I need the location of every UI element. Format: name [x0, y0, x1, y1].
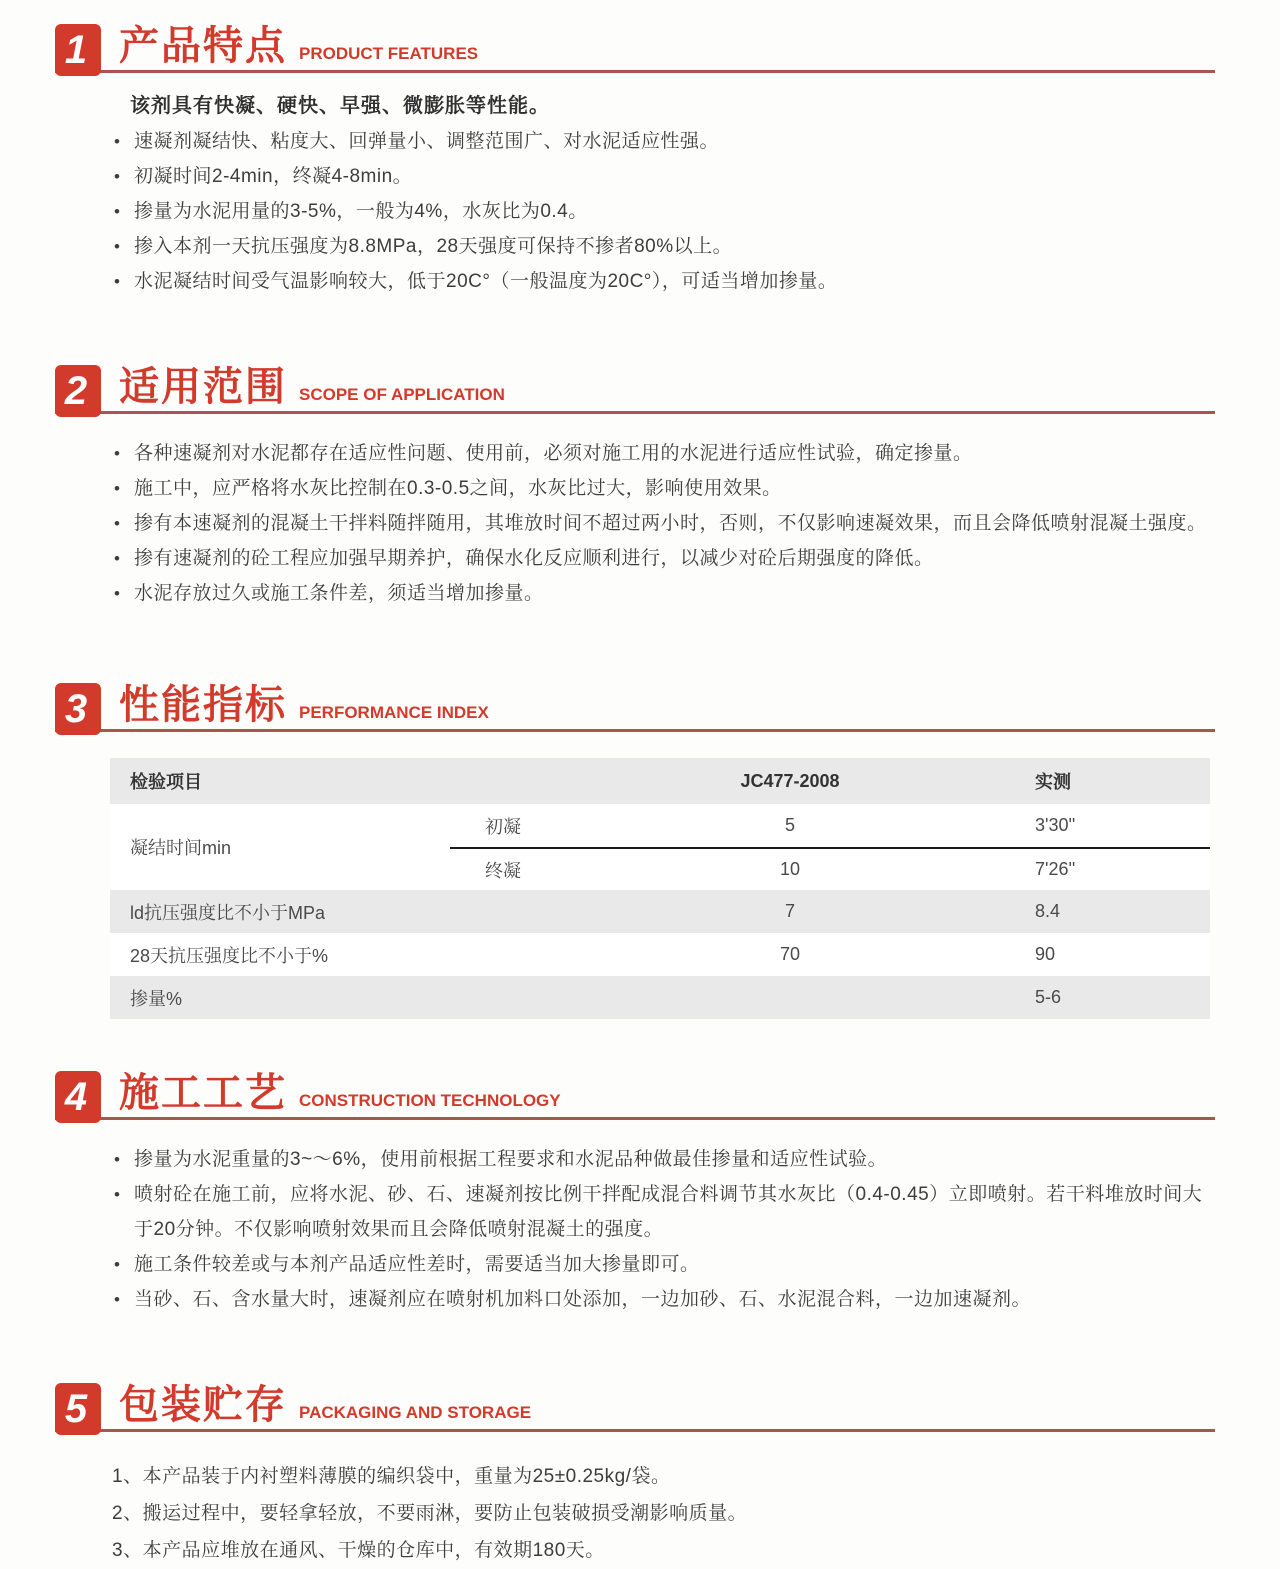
bullet-list: [112, 436, 1220, 611]
standard-value: 5: [784, 815, 795, 835]
intro-line: 该剂具有快凝、硬快、早强、微膨胀等性能。: [130, 95, 550, 117]
section-number-badge: [55, 24, 101, 76]
section-subtitle-en: PACKAGING AND STORAGE: [299, 1403, 532, 1422]
list-item: • 掺有速凝剂的砼工程应加强早期养护，确保水化反应顺利进行，以减少对砼后期强度的降低。: [112, 541, 1220, 576]
section-content: [112, 436, 1220, 611]
standard-value: 70: [779, 944, 801, 964]
table-row-1d-strength: [110, 890, 1210, 933]
table-subrow-initial-set: [450, 804, 1210, 847]
list-item: • 掺入本剂一天抗压强度为8.8MPa，28天强度可保持不掺者80%以上。: [112, 229, 1220, 264]
row-label: ld抗压强度比不小于MPa: [130, 902, 326, 923]
section-subtitle-en: PERFORMANCE INDEX: [299, 703, 489, 722]
section-number-badge: [55, 1383, 101, 1435]
section-header: [55, 1383, 1215, 1432]
section-subtitle-en: SCOPE OF APPLICATION: [299, 385, 505, 404]
column-header-item: 检验项目: [130, 772, 202, 792]
section-subtitle-en: CONSTRUCTION TECHNOLOGY: [299, 1091, 561, 1110]
section-content: [112, 1142, 1220, 1317]
setting-time-subrows: [450, 804, 1210, 890]
table-subrow-final-set: [450, 847, 1210, 890]
column-header-standard: JC477-2008: [740, 770, 840, 791]
list-item: 3、本产品应堆放在通风、干燥的仓库中，有效期180天。: [112, 1540, 605, 1561]
subrow-label: 初凝: [485, 816, 521, 837]
section-number: 2: [64, 368, 88, 413]
section-header: [55, 683, 1215, 732]
list-item: • 施工中，应严格将水灰比控制在0.3-0.5之间，水灰比过大，影响使用效果。: [112, 471, 1220, 506]
section-construction-technology: [0, 1071, 1280, 1317]
section-header: [55, 1071, 1215, 1120]
list-item: • 水泥凝结时间受气温影响较大，低于20C°（一般温度为20C°），可适当增加掺量。: [112, 264, 1220, 299]
row-label: 28天抗压强度比不小于%: [130, 945, 329, 966]
table-row-setting-time: [110, 804, 1210, 890]
section-number: 1: [64, 27, 88, 72]
section-number-badge: [55, 1071, 101, 1123]
list-item: • 掺量为水泥用量的3-5%，一般为4%，水灰比为0.4。: [112, 194, 1220, 229]
bullet-list: [112, 124, 1220, 299]
list-item: 1、本产品装于内衬塑料薄膜的编织袋中，重量为25±0.25kg/袋。: [112, 1466, 671, 1487]
subrow-label: 终凝: [485, 860, 521, 881]
list-item: • 喷射砼在施工前，应将水泥、砂、石、速凝剂按比例干拌配成混合料调节其水灰比（0.4-0.45）立即喷射。若干料堆放时间大于20分钟。不仅影响喷射效果而且会降低喷射混凝土的强度。: [112, 1177, 1220, 1247]
list-item: • 施工条件较差或与本剂产品适应性差时，需要适当加大掺量即可。: [112, 1247, 1220, 1282]
list-item: • 掺量为水泥重量的3~～6%，使用前根据工程要求和水泥品种做最佳掺量和适应性试验。: [112, 1142, 1220, 1177]
section-number-badge: [55, 365, 101, 417]
list-item: 2、搬运过程中，要轻拿轻放，不要雨淋，要防止包装破损受潮影响质量。: [112, 1503, 748, 1524]
column-header-measured: 实测: [1035, 772, 1071, 792]
section-number: 4: [64, 1074, 88, 1119]
section-title: 包装贮存: [119, 1383, 287, 1427]
bullet-list: [112, 1142, 1220, 1317]
measured-value: 7'26'': [1035, 859, 1076, 879]
list-item: • 水泥存放过久或施工条件差，须适当增加掺量。: [112, 576, 1220, 611]
section-number: 5: [64, 1386, 88, 1431]
measured-value: 8.4: [1035, 901, 1061, 921]
list-item: • 各种速凝剂对水泥都存在适应性问题、使用前，必须对施工用的水泥进行适应性试验，确定掺量。: [112, 436, 1220, 471]
row-label: 凝结时间min: [130, 838, 232, 858]
standard-value: 10: [779, 859, 801, 879]
section-number-badge: [55, 683, 101, 735]
table-row-dosage: [110, 976, 1210, 1019]
list-item: • 当砂、石、含水量大时，速凝剂应在喷射机加料口处添加，一边加砂、石、水泥混合料，一边加速凝剂。: [112, 1282, 1220, 1317]
measured-value: 3'30'': [1035, 815, 1076, 835]
section-title: 适用范围: [119, 365, 287, 409]
row-label: 掺量%: [130, 988, 183, 1009]
section-packaging-and-storage: [0, 1383, 1280, 1569]
table-row-28d-strength: [110, 933, 1210, 976]
list-item: • 初凝时间2-4min，终凝4-8min。: [112, 159, 1220, 194]
table-header-row: [110, 758, 1210, 804]
section-header: [55, 365, 1215, 414]
section-title: 产品特点: [119, 24, 287, 68]
list-item: • 掺有本速凝剂的混凝土干拌料随拌随用，其堆放时间不超过两小时，否则，不仅影响速凝效果，而且会降低喷射混凝土强度。: [112, 506, 1220, 541]
section-product-features: [0, 24, 1280, 299]
section-subtitle-en: PRODUCT FEATURES: [299, 44, 479, 63]
section-title: 施工工艺: [119, 1071, 287, 1115]
section-header: [55, 24, 1215, 73]
standard-value: 7: [784, 901, 795, 921]
measured-value: 90: [1035, 944, 1056, 964]
section-number: 3: [64, 686, 88, 731]
performance-table: [110, 758, 1210, 1019]
section-title: 性能指标: [119, 683, 287, 727]
measured-value: 5-6: [1035, 987, 1062, 1007]
section-performance-index: [0, 683, 1280, 1019]
list-item: • 速凝剂凝结快、粘度大、回弹量小、调整范围广、对水泥适应性强。: [112, 124, 1220, 159]
section-scope-of-application: [0, 365, 1280, 611]
section-content: [112, 89, 1220, 299]
